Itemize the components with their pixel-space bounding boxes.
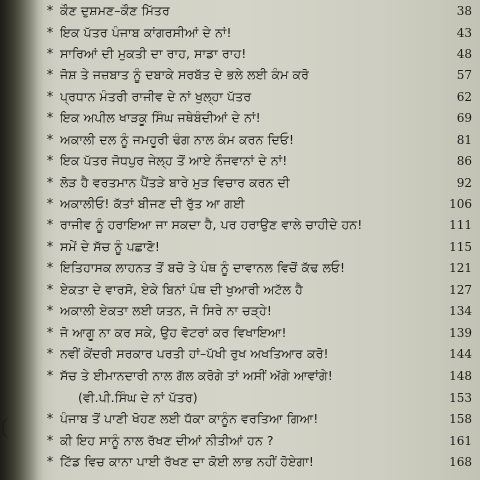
toc-entry-title: ਨਵੀਂ ਕੇਂਦਰੀ ਸਰਕਾਰ ਪਰਤੀ ਹਾਂ–ਪੱਖੀ ਰੁਖ ਅਖਤਿਆਰ ਕਰੋ! [60,346,329,361]
toc-page-number: 161 [449,434,472,448]
toc-page-number: 111 [449,218,472,232]
toc-page-number: 57 [456,68,472,82]
toc-entry-title: ਇਕ ਪੱਤਰ ਜੋਧਪੁਰ ਜੇਲ੍ਹ ਤੋਂ ਆਏ ਨੌਜਵਾਨਾਂ ਦੇ ਨਾਂ! [60,153,288,168]
toc-entry-title: ਸਾਰਿਆਂ ਦੀ ਮੁਕਤੀ ਦਾ ਰਾਹ, ਸਾਡਾ ਰਾਹ! [60,46,247,61]
toc-entry-title: ਜੋਸ਼ ਤੇ ਜਜ਼ਬਾਤ ਨੂੰ ਦਬਾਕੇ ਸਰਬੱਤ ਦੇ ਭਲੇ ਲਈ ਕੰਮ ਕਰੋ [60,67,309,82]
toc-entry [44,131,472,153]
toc-page-number: 139 [449,326,472,340]
toc-page-number: 92 [456,176,472,190]
toc-bullet: * [46,434,54,449]
toc-bullet: * [46,90,54,105]
toc-entry [44,432,472,454]
toc-bullet: * [46,369,54,384]
toc-entry-title: ਪ੍ਰਧਾਨ ਮੰਤਰੀ ਰਾਜੀਵ ਦੇ ਨਾਂ ਖੁਲ੍ਹਾ ਪੱਤਰ [60,89,252,104]
toc-bullet: * [46,347,54,362]
toc-entry [44,195,472,217]
toc-entry [44,259,472,281]
toc-entry-title: ਇਤਿਹਾਸਕ ਲਾਹਨਤ ਤੋਂ ਬਚੋ ਤੇ ਪੰਥ ਨੂੰ ਦਾਵਾਨਲ ਵਿਚੋਂ ਕੱਢ ਲਓ! [60,260,346,275]
toc-entry [44,367,472,389]
toc-page-number: 148 [449,369,472,383]
toc-entry-title: ਸਮੇਂ ਦੇ ਸੱਚ ਨੂੰ ਪਛਾਣੋ! [60,239,160,254]
toc-entry [44,45,472,67]
toc-bullet: * [46,326,54,341]
toc-entry-title: ਕੀ ਇਹ ਸਾਨੂੰ ਨਾਲ ਰੱਖਣ ਦੀਆਂ ਨੀਤੀਆਂ ਹਨ ? [60,433,274,448]
toc-entry [44,453,472,475]
toc-entry [44,281,472,303]
toc-page-number: 86 [456,154,472,168]
toc-bullet: * [46,261,54,276]
toc-bullet: * [46,4,54,19]
toc-entry-title: ਅਕਾਲੀ ਏਕਤਾ ਲਈ ਯਤਨ, ਜੋ ਸਿਰੇ ਨਾ ਚੜ੍ਹੇ! [60,303,272,318]
toc-entry-title: ਪੰਜਾਬ ਤੋਂ ਪਾਣੀ ਖੋਹਣ ਲਈ ਧੱਕਾ ਕਾਨੂੰਨ ਵਰਤਿਆ ਗਿਆ! [60,411,319,426]
toc-page-number: 121 [449,261,472,275]
toc-entry [44,238,472,260]
toc-bullet: * [46,154,54,169]
toc-page-number: 134 [449,304,472,318]
toc-entry [44,324,472,346]
toc-entry [44,174,472,196]
toc-entry-title: ਟਿੱਡ ਵਿਚ ਕਾਨਾ ਪਾਈ ਰੱਖਣ ਦਾ ਕੋਈ ਲਾਭ ਨਹੀਂ ਹੋਏਗਾ! [60,454,315,469]
toc-bullet: * [46,133,54,148]
toc-entry-title: ਏਕਤਾ ਦੇ ਵਾਰਸੋ, ਏਕੇ ਬਿਨਾਂ ਪੰਥ ਦੀ ਖੁਆਰੀ ਅਟੱਲ ਹੈ [60,282,303,297]
toc-bullet: * [46,47,54,62]
toc-bullet: * [46,68,54,83]
toc-page-number: 48 [456,47,472,61]
toc-entry-title: ਜੋ ਆਗੂ ਨਾ ਕਰ ਸਕੇ, ਉਹ ਵੋਟਰਾਂ ਕਰ ਵਿਖਾਇਆ! [60,325,287,340]
toc-entry-title: ਅਕਾਲੀ ਦਲ ਨੂੰ ਜਮਹੂਰੀ ਢੰਗ ਨਾਲ ਕੰਮ ਕਰਨ ਦਿਓ! [60,132,295,147]
toc-entry-title: ਸੱਚ ਤੇ ਈਮਾਨਦਾਰੀ ਨਾਲ ਗੱਲ ਕਰੋਗੇ ਤਾਂ ਅਸੀਂ ਅੱਗੇ ਆਵਾਂਗੇ! [60,368,333,383]
toc-bullet: * [46,283,54,298]
toc-bullet: * [46,240,54,255]
toc-page-number: 106 [449,197,472,211]
toc-entry-title: ਇਕ ਪੱਤਰ ਪੰਜਾਬ ਕਾਂਗਰਸੀਆਂ ਦੇ ਨਾਂ! [60,25,232,40]
toc-page-number: 43 [456,26,472,40]
toc-page-number: 62 [456,90,472,104]
toc-entry [44,216,472,238]
toc-entry [44,410,472,432]
toc-bullet: * [46,176,54,191]
toc-entry-title: (ਵੀ.ਪੀ.ਸਿੰਘ ਦੇ ਨਾਂ ਪੱਤਰ) [78,390,198,405]
toc-entry [44,66,472,88]
toc-entry [44,88,472,110]
toc-page-number: 158 [449,412,472,426]
toc-bullet: * [46,218,54,233]
toc-page-number: 127 [449,283,472,297]
toc-bullet: * [46,197,54,212]
toc-page-number: 115 [449,240,472,254]
toc-entry [44,24,472,46]
toc-page-number: 38 [456,4,472,18]
toc-entry [44,2,472,24]
toc-bullet: * [46,111,54,126]
toc-entry-title: ਲੋੜ ਹੈ ਵਰਤਮਾਨ ਪੈਂਤੜੇ ਬਾਰੇ ਮੁੜ ਵਿਚਾਰ ਕਰਨ ਦੀ [60,175,290,190]
toc-page-number: 168 [449,455,472,469]
toc-entry [44,389,472,411]
toc-page-number: 144 [449,347,472,361]
toc-entry-title: ਅਕਾਲੀਓ! ਕੱਤਾਂ ਬੀਜਣ ਦੀ ਰੁੱਤ ਆ ਗਈ [60,196,245,211]
toc-bullet: * [46,455,54,470]
toc-entry [44,109,472,131]
toc-page-number: 153 [449,391,472,405]
toc-entry-title: ਇਕ ਅਪੀਲ ਖਾੜਕੂ ਸਿੰਘ ਜਥੇਬੰਦੀਆਂ ਦੇ ਨਾਂ! [60,110,261,125]
toc-entry-title: ਰਾਜੀਵ ਨੂੰ ਹਰਾਇਆ ਜਾ ਸਕਦਾ ਹੈ, ਪਰ ਹਰਾਉਣ ਵਾਲੇ ਚਾਹੀਦੇ ਹਨ! [60,217,363,232]
toc-entry [44,302,472,324]
toc-bullet: * [46,304,54,319]
toc-entry-title: ਕੌਣ ਦੁਸ਼ਮਣ–ਕੌਣ ਮਿੱਤਰ [60,3,170,18]
toc-bullet: * [46,26,54,41]
toc-entry [44,345,472,367]
toc-entry [44,152,472,174]
toc-bullet: * [46,412,54,427]
toc-page-number: 81 [456,133,472,147]
toc-page-number: 69 [456,111,472,125]
